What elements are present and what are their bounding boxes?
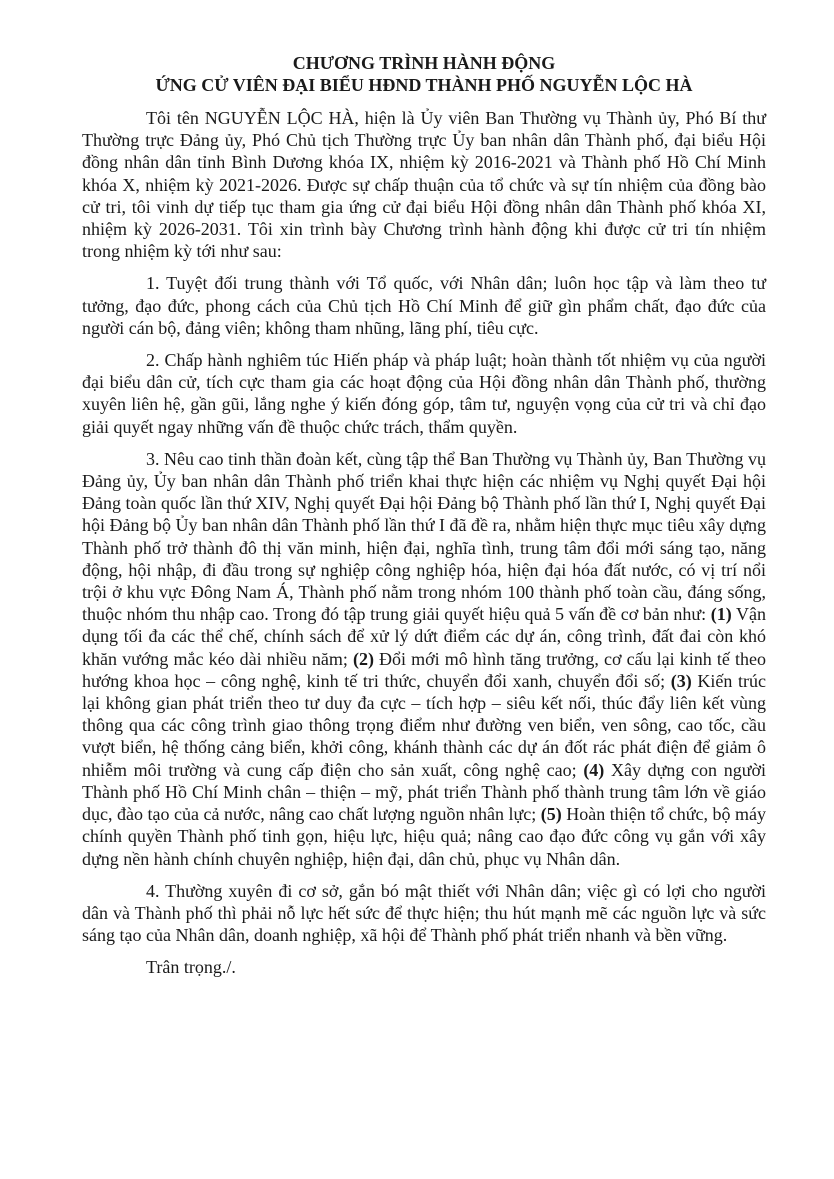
item3-marker-5: (5)	[540, 804, 562, 825]
closing-line: Trân trọng./.	[146, 957, 236, 978]
item3-text-5: Hoàn thiện tổ chức, bộ máy chính quyền Thành phố tinh gọn, hiệu lực, hiệu quả; nâng cao đạo đức công vụ gắn với xây dựng nền hành chính chuyên nghiệp, hiện đại, dân chủ, phục vụ Nhân dân.	[82, 804, 766, 869]
item3-marker-4: (4)	[583, 759, 605, 780]
action-item-2: 2. Chấp hành nghiêm túc Hiến pháp và pháp luật; hoàn thành tốt nhiệm vụ của người đại biểu dân cử, tích cực tham gia các hoạt động của Hội đồng nhân dân Thành phố, thường xuyên liên hệ, gần gũi, lắng nghe ý kiến đóng góp, tâm tư, nguyện vọng của cử tri và chỉ đạo giải quyết ngay những vấn đề thuộc chức trách, thẩm quyền.	[82, 350, 766, 437]
item3-marker-1: (1)	[710, 604, 732, 625]
item3-text-4: Xây dựng con người Thành phố Hồ Chí Minh chân – thiện – mỹ, phát triển Thành phố thành trung tâm lớn về giáo dục, đào tạo của cả nước, nâng cao chất lượng nguồn nhân lực;	[82, 759, 766, 825]
document-page	[82, 52, 766, 978]
intro-paragraph: Tôi tên NGUYỄN LỘC HÀ, hiện là Ủy viên Ban Thường vụ Thành ủy, Phó Bí thư Thường trực Đảng ủy, Phó Chủ tịch Thường trực Ủy ban nhân dân Thành phố, đại biểu Hội đồng nhân dân tỉnh Bình Dương khóa IX, nhiệm kỳ 2016-2021 và Thành phố Hồ Chí Minh khóa X, nhiệm kỳ 2021-2026. Được sự chấp thuận của tổ chức và sự tín nhiệm của đồng bào cử tri, tôi vinh dự tiếp tục tham gia ứng cử đại biểu Hội đồng nhân dân Thành phố khóa XI, nhiệm kỳ 2026-2031. Tôi xin trình bày Chương trình hành động khi được cử tri tín nhiệm trong nhiệm kỳ tới như sau:	[82, 108, 766, 262]
document-title-line-1: CHƯƠNG TRÌNH HÀNH ĐỘNG	[292, 53, 556, 73]
item3-marker-3: (3)	[670, 670, 692, 691]
item3-text-2: Đổi mới mô hình tăng trưởng, cơ cấu lại kinh tế theo hướng khoa học – công nghệ, kinh tế tri thức, chuyển đổi xanh, chuyển đổi số;	[82, 648, 766, 691]
item3-text-3: Kiến trúc lại không gian phát triển theo tư duy đa cực – tích hợp – siêu kết nối, thúc đẩy liên kết vùng thông qua các công trình giao thông trọng điểm như đường ven biển, ven sông, cao tốc, cầu vượt biển, hệ thống cảng biển, khởi công, khánh thành các dự án đốt rác phát điện để giảm ô nhiễm môi trường và cung cấp điện cho sản xuất, công nghệ cao;	[82, 670, 766, 780]
action-item-3	[82, 448, 766, 870]
item3-intro-text: 3. Nêu cao tinh thần đoàn kết, cùng tập thể Ban Thường vụ Thành ủy, Ban Thường vụ Đảng ủy, Ủy ban nhân dân Thành phố triển khai thực hiện các nhiệm vụ Nghị quyết Đại hội Đảng toàn quốc lần thứ XIV, Nghị quyết Đại hội Đảng bộ Thành phố lần thứ I, Nghị quyết Đại hội Đảng bộ Ủy ban nhân dân Thành phố lần thứ I đã đề ra, nhằm hiện thực mục tiêu xây dựng Thành phố trở thành đô thị văn minh, hiện đại, nghĩa tình, trung tâm đổi mới sáng tạo, năng động, hội nhập, đi đầu trong sự nghiệp công nghiệp hóa, hiện đại hóa đất nước, có vị trí nổi trội ở khu vực Đông Nam Á, Thành phố nằm trong nhóm 100 thành phố toàn cầu, đáng sống, thuộc nhóm thu nhập cao. Trong đó tập trung giải quyết hiệu quả 5 vấn đề cơ bản như:	[82, 448, 766, 625]
item3-marker-2: (2)	[352, 648, 374, 669]
item3-text-1: Vận dụng tối đa các thể chế, chính sách để xử lý dứt điểm các dự án, công trình, đất đai còn khó khăn vướng mắc kéo dài nhiều năm;	[82, 604, 766, 669]
action-item-1: 1. Tuyệt đối trung thành với Tổ quốc, với Nhân dân; luôn học tập và làm theo tư tưởng, đạo đức, phong cách của Chủ tịch Hồ Chí Minh để giữ gìn phẩm chất, đạo đức của người cán bộ, đảng viên; không tham nhũng, lãng phí, tiêu cực.	[82, 273, 766, 338]
action-item-4: 4. Thường xuyên đi cơ sở, gắn bó mật thiết với Nhân dân; việc gì có lợi cho người dân và Thành phố thì phải nỗ lực hết sức để thực hiện; thu hút mạnh mẽ các nguồn lực và sức sáng tạo của Nhân dân, doanh nghiệp, xã hội để Thành phố phát triển nhanh và bền vững.	[82, 880, 766, 946]
document-title-line-2: ỨNG CỬ VIÊN ĐẠI BIỂU HĐND THÀNH PHỐ NGUYỄN LỘC HÀ	[155, 75, 693, 95]
